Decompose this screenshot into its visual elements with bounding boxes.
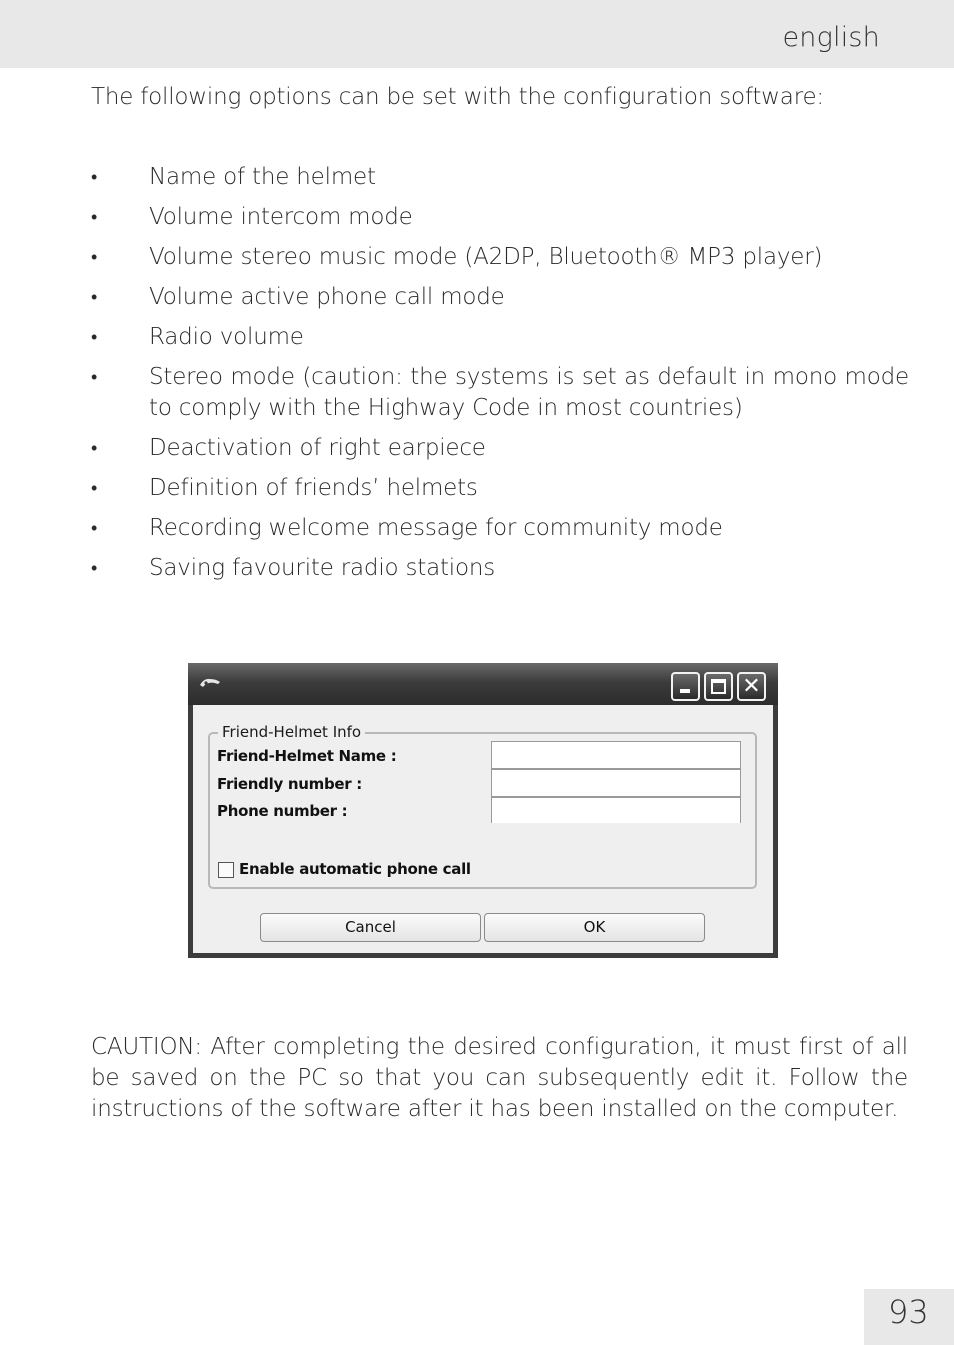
- bullet-icon: •: [91, 167, 98, 188]
- list-item: [91, 513, 909, 544]
- caution-paragraph: CAUTION: After completing the desired configuration, it must first of all be saved on the PC so that you can subsequently edit it. Follow the instructions of the software after it has been installed on the computer.: [91, 1034, 908, 1122]
- friend-helmet-dialog: [188, 663, 778, 958]
- groupbox-title: Friend-Helmet Info: [218, 723, 365, 741]
- close-button[interactable]: [737, 672, 766, 701]
- list-item: [91, 473, 909, 504]
- list-item: [91, 553, 909, 584]
- cancel-button[interactable]: Cancel: [260, 913, 481, 942]
- list-item-text: Volume stereo music mode (A2DP, Bluetooth® MP3 player): [149, 244, 823, 270]
- bullet-icon: •: [91, 478, 98, 499]
- page-number: 93: [888, 1293, 929, 1331]
- list-item-text: Stereo mode (caution: the systems is set as default in mono mode to comply with the Highway Code in most countries): [149, 364, 909, 421]
- minimize-icon: [680, 689, 690, 693]
- list-item-text: Radio volume: [149, 324, 304, 350]
- friendly-number-input[interactable]: [491, 769, 741, 797]
- options-list: [91, 162, 909, 593]
- language-label: english: [782, 22, 880, 53]
- ok-button[interactable]: OK: [484, 913, 705, 942]
- bullet-icon: •: [91, 287, 98, 308]
- list-item-text: Volume active phone call mode: [149, 284, 505, 310]
- list-item-text: Saving favourite radio stations: [149, 555, 496, 581]
- list-item-text: Volume intercom mode: [149, 204, 413, 230]
- maximize-icon: [711, 679, 726, 694]
- list-item: [91, 362, 909, 424]
- bullet-icon: •: [91, 247, 98, 268]
- bullet-icon: •: [91, 438, 98, 459]
- friend-helmet-name-label: Friend-Helmet Name :: [217, 747, 397, 765]
- list-item: [91, 162, 909, 193]
- bullet-icon: •: [91, 518, 98, 539]
- list-item: [91, 282, 909, 313]
- list-item: [91, 433, 909, 464]
- intro-paragraph: The following options can be set with the configuration software:: [91, 84, 824, 110]
- dialog-titlebar[interactable]: [188, 663, 778, 705]
- phone-number-input[interactable]: [491, 797, 741, 823]
- list-item-text: Recording welcome message for community mode: [149, 515, 723, 541]
- list-item-text: Definition of friends’ helmets: [149, 475, 478, 501]
- bullet-icon: •: [91, 207, 98, 228]
- friend-helmet-name-input[interactable]: [491, 741, 741, 769]
- list-item: [91, 202, 909, 233]
- dialog-client-area: [193, 705, 773, 953]
- phone-number-label: Phone number :: [217, 802, 348, 820]
- app-logo-icon: [198, 676, 222, 690]
- bullet-icon: •: [91, 367, 98, 388]
- list-item-text: Deactivation of right earpiece: [149, 435, 486, 461]
- bullet-icon: •: [91, 327, 98, 348]
- minimize-button[interactable]: [671, 672, 700, 701]
- maximize-button[interactable]: [704, 672, 733, 701]
- friendly-number-label: Friendly number :: [217, 775, 362, 793]
- auto-call-checkbox[interactable]: [218, 862, 234, 878]
- list-item: [91, 242, 909, 273]
- auto-call-checkbox-label[interactable]: Enable automatic phone call: [239, 860, 471, 878]
- list-item-text: Name of the helmet: [149, 164, 376, 190]
- list-item: [91, 322, 909, 353]
- bullet-icon: •: [91, 558, 98, 579]
- close-icon: ✕: [742, 674, 761, 699]
